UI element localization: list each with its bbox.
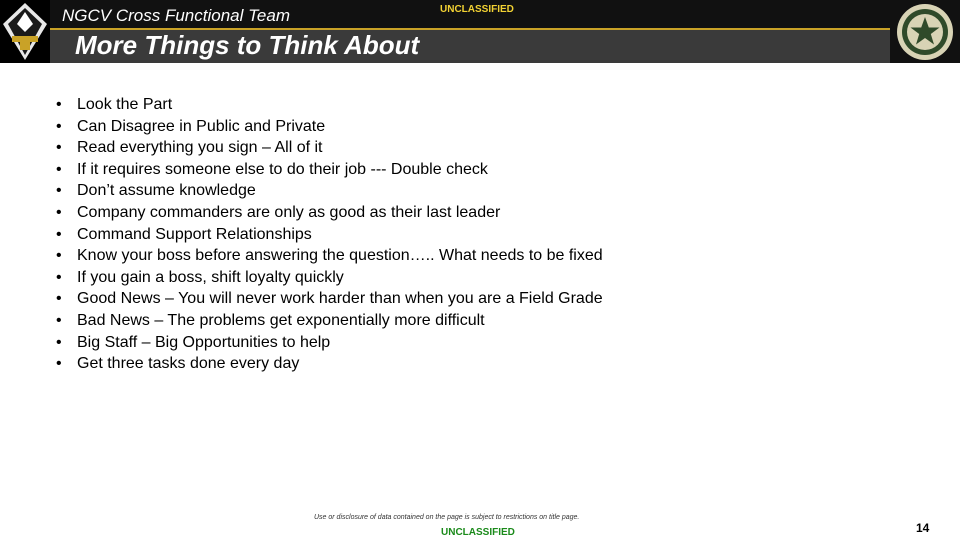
bullet-dot-icon: • — [56, 139, 62, 157]
bullet-dot-icon: • — [56, 355, 62, 373]
bullet-item — [52, 245, 603, 267]
arrowhead-logo-icon — [0, 0, 50, 63]
bullet-item — [52, 116, 603, 138]
bullet-item — [52, 288, 603, 310]
bullet-text: Big Staff – Big Opportunities to help — [77, 333, 331, 351]
bullet-item — [52, 180, 603, 202]
bullet-text: Don’t assume knowledge — [77, 182, 256, 200]
bullet-text: Command Support Relationships — [77, 225, 312, 243]
bullet-dot-icon: • — [56, 247, 62, 265]
bullet-text: Can Disagree in Public and Private — [77, 117, 326, 135]
bullet-item — [52, 137, 603, 159]
bullet-item — [52, 202, 603, 224]
bullet-item — [52, 94, 603, 116]
bullet-dot-icon: • — [56, 225, 62, 243]
bullet-text: Company commanders are only as good as their last leader — [77, 203, 501, 221]
bullet-text: Get three tasks done every day — [77, 355, 300, 373]
bullet-text: If you gain a boss, shift loyalty quickly — [77, 268, 344, 286]
bullet-dot-icon: • — [56, 311, 62, 329]
bullet-text: Read everything you sign – All of it — [77, 139, 323, 157]
bullet-item — [52, 159, 603, 181]
bullet-dot-icon: • — [56, 290, 62, 308]
bullet-dot-icon: • — [56, 117, 62, 135]
bullet-text: If it requires someone else to do their job --- Double check — [77, 160, 488, 178]
bullet-list — [52, 94, 603, 375]
bullet-item — [52, 353, 603, 375]
team-name: NGCV Cross Functional Team — [62, 6, 291, 25]
page-title: More Things to Think About — [75, 30, 420, 60]
page-number: 14 — [916, 521, 930, 535]
classification-top: UNCLASSIFIED — [440, 4, 514, 15]
bullet-dot-icon: • — [56, 203, 62, 221]
classification-bottom: UNCLASSIFIED — [441, 527, 515, 538]
bullet-item — [52, 310, 603, 332]
bullet-dot-icon: • — [56, 268, 62, 286]
bullet-dot-icon: • — [56, 160, 62, 178]
bullet-item — [52, 267, 603, 289]
bullet-item — [52, 224, 603, 246]
bullet-dot-icon: • — [56, 96, 62, 113]
bullet-text: Look the Part — [77, 96, 173, 113]
bullet-text: Bad News – The problems get exponentially more difficult — [77, 311, 485, 329]
bullet-text: Good News – You will never work harder than when you are a Field Grade — [77, 290, 603, 308]
bullet-dot-icon: • — [56, 333, 62, 351]
bullet-dot-icon: • — [56, 182, 62, 200]
bullet-text: Know your boss before answering the question….. What needs to be fixed — [77, 247, 603, 265]
footer-disclaimer: Use or disclosure of data contained on the page is subject to restrictions on title page. — [314, 514, 580, 521]
star-seal-icon — [890, 0, 960, 63]
bullet-item — [52, 332, 603, 354]
